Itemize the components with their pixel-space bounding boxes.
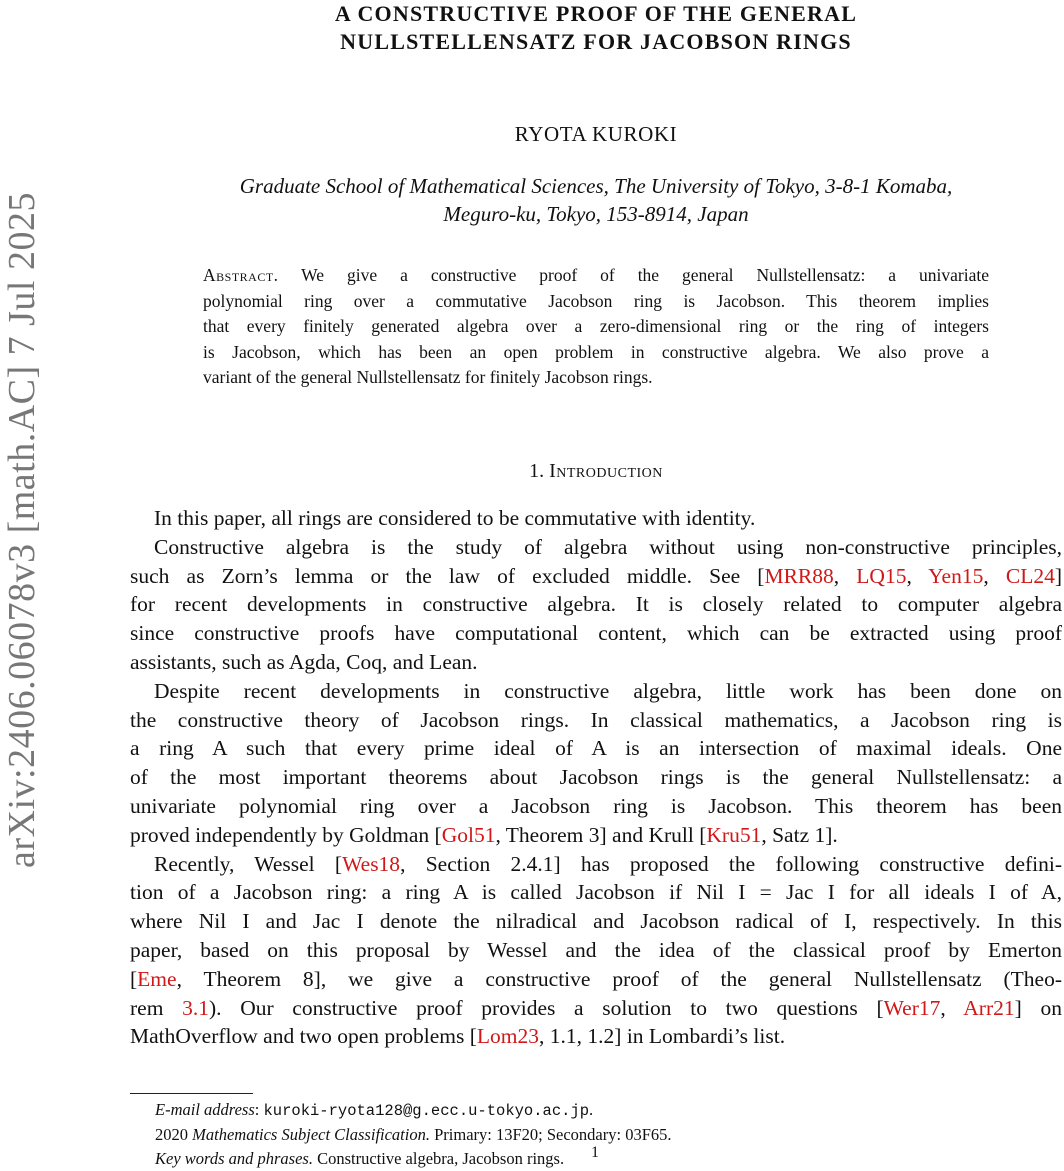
abstract-line: polynomial ring over a commutative Jacobson ring is Jacobson. This theorem implies xyxy=(203,290,989,311)
abstract-line: Abstract. We give a constructive proof of the general Nullstellensatz: a univariate xyxy=(203,265,989,285)
body-line: for recent developments in constructive algebra. It is closely related to computer algebra xyxy=(130,592,1062,617)
footnote-email: E-mail address: kuroki-ryota128@g.ecc.u-tokyo.ac.jp. xyxy=(155,1100,594,1120)
citation-link[interactable]: Arr21 xyxy=(963,995,1015,1020)
affiliation-line-2: Meguro-ku, Tokyo, 153-8914, Japan xyxy=(443,202,749,226)
body-line: In this paper, all rings are considered to be commutative with identity. xyxy=(154,506,756,530)
footnote-divider xyxy=(130,1093,253,1094)
abstract-line: that every finitely generated algebra over a zero-dimensional ring or the ring of integers xyxy=(203,316,989,336)
abstract-label: Abstract. xyxy=(203,265,279,285)
email-link[interactable]: kuroki-ryota128@g.ecc.u-tokyo.ac.jp xyxy=(263,1102,590,1120)
body-line: [Eme, Theorem 8], we give a constructive proof of the general Nullstellensatz (Theo- xyxy=(130,966,1062,991)
body-line: a ring A such that every prime ideal of A is an intersection of maximal ideals. One xyxy=(130,736,1062,761)
citation-link[interactable]: Eme xyxy=(137,966,177,991)
citation-link[interactable]: Kru51 xyxy=(706,822,762,847)
footnote-keywords: Key words and phrases. Constructive algebra, Jacobson rings. xyxy=(155,1149,565,1168)
body-line: of the most important theorems about Jacobson rings is the general Nullstellensatz: a xyxy=(130,765,1062,790)
body-line: Recently, Wessel [Wes18, Section 2.4.1] has proposed the following constructive defini- xyxy=(154,851,1062,876)
abstract-line: is Jacobson, which has been an open problem in constructive algebra. We also prove a xyxy=(203,341,989,362)
footnote-msc: 2020 Mathematics Subject Classification. Primary: 13F20; Secondary: 03F65. xyxy=(155,1125,672,1144)
author-name: RYOTA KUROKI xyxy=(514,122,678,146)
theorem-reference-link[interactable]: 3.1 xyxy=(182,995,209,1020)
page-number: 1 xyxy=(591,1144,599,1161)
author-affiliation xyxy=(130,172,1062,228)
body-line: Despite recent developments in constructive algebra, little work has been done on xyxy=(154,678,1062,703)
title-line-1: A CONSTRUCTIVE PROOF OF THE GENERAL xyxy=(334,1,858,26)
body-line: tion of a Jacobson ring: a ring A is called Jacobson if Nil I = Jac I for all ideals I of A, xyxy=(130,880,1062,905)
citation-link[interactable]: Yen15 xyxy=(928,563,984,588)
body-line: univariate polynomial ring over a Jacobson ring is Jacobson. This theorem has been xyxy=(130,793,1062,818)
paper-title xyxy=(130,0,1062,56)
section-title: Introduction xyxy=(549,460,663,482)
body-line: where Nil I and Jac I denote the nilradical and Jacobson radical of I, respectively. In this xyxy=(130,909,1062,934)
citation-link[interactable]: LQ15 xyxy=(856,563,907,588)
body-line: since constructive proofs have computational content, which can be extracted using proof xyxy=(130,621,1062,646)
arxiv-identifier-stamp xyxy=(0,150,44,910)
section-number: 1. xyxy=(529,460,545,482)
citation-link[interactable]: Wes18 xyxy=(342,851,401,876)
citation-link[interactable]: Lom23 xyxy=(476,1024,540,1049)
body-line: MathOverflow and two open problems [Lom23, 1.1, 1.2] in Lombardi’s list. xyxy=(130,1024,786,1049)
title-line-2: NULLSTELLENSATZ FOR JACOBSON RINGS xyxy=(340,29,852,54)
body-line: proved independently by Goldman [Gol51, Theorem 3] and Krull [Kru51, Satz 1]. xyxy=(130,822,838,847)
body-line: paper, based on this proposal by Wessel and the idea of the classical proof by Emerton xyxy=(130,937,1062,962)
body-line: such as Zorn’s lemma or the law of excluded middle. See [MRR88, LQ15, Yen15, CL24] xyxy=(130,563,1063,588)
citation-link[interactable]: CL24 xyxy=(1005,563,1055,588)
body-line: the constructive theory of Jacobson rings. In classical mathematics, a Jacobson ring is xyxy=(130,707,1062,732)
introduction-body xyxy=(130,504,1062,1051)
section-heading-introduction xyxy=(130,460,1062,483)
arxiv-stamp-text: arXiv:2406.06078v3 [math.AC] 7 Jul 2025 xyxy=(1,191,44,869)
abstract-line: variant of the general Nullstellensatz for finitely Jacobson rings. xyxy=(203,367,653,387)
body-line: Constructive algebra is the study of algebra without using non-constructive principles, xyxy=(154,534,1062,559)
body-line: rem 3.1). Our constructive proof provides a solution to two questions [Wer17, Arr21] on xyxy=(130,995,1062,1020)
abstract xyxy=(203,263,989,391)
citation-link[interactable]: Wer17 xyxy=(883,995,941,1020)
body-line: assistants, such as Agda, Coq, and Lean. xyxy=(130,649,478,674)
affiliation-line-1: Graduate School of Mathematical Sciences, The University of Tokyo, 3-8-1 Komaba, xyxy=(239,174,953,198)
citation-link[interactable]: Gol51 xyxy=(441,822,496,847)
citation-link[interactable]: MRR88 xyxy=(764,563,834,588)
